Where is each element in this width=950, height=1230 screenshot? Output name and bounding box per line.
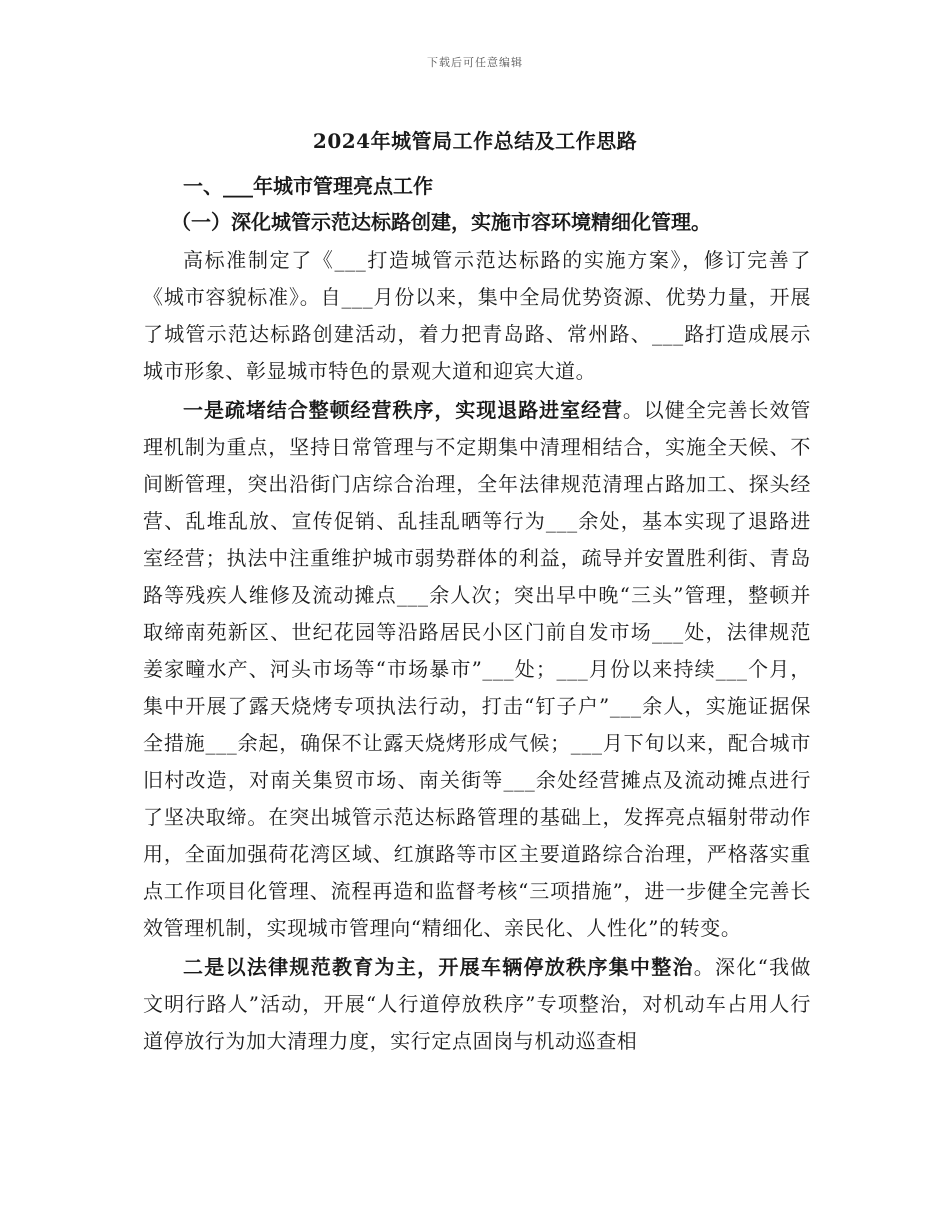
point-one-body: 。以健全完善长效管理机制为重点，坚持日常管理与不定期集中清理相结合，实施全天候、不间断管理，突出沿街门店综合治理，全年法律规范清理占路加工、探头经营、乱堆乱放、宣传促销、乱挂乱晒等行为___余处，基本实现了退路进室经营；执法中注重维护城市弱势群体的利益，疏导并安置胜利街、青岛路等残疾人维修及流动摊点___余人次；突出早中晚“三头”管理，整顿并取缔南苑新区、世纪花园等沿路居民小区门前自发市场___处，法律规范姜家疃水产、河头市场等“市场暴市”___处；___月份以来持续___个月，集中开展了露天烧烤专项执法行动，打击“钉子户”___余人，实施证据保全措施___余起，确保不让露天烧烤形成气候；___月下旬以来，配合城市旧村改造，对南关集贸市场、南关街等___余处经营摊点及流动摊点进行了坚决取缔。在突出城管示范达标路管理的基础上，发挥亮点辐射带动作用，全面加强荷花湾区域、红旗路等市区主要道路综合治理，严格落实重点工作项目化管理、流程再造和监督考核“三项措施”，进一步健全完善长效管理机制，实现城市管理向“精细化、亲民化、人性化”的转变。	[143, 398, 811, 940]
point-two-lead: 二是以法律规范教育为主，开展车辆停放秩序集中整治	[183, 955, 694, 979]
paragraph-point-two	[143, 949, 811, 1060]
section-heading: 一、___年城市管理亮点工作	[183, 174, 433, 198]
paragraph-point-one	[143, 392, 811, 947]
paragraph-intro: 高标准制定了《___打造城管示范达标路的实施方案》，修订完善了《城市容貌标准》。自___月份以来，集中全局优势资源、优势力量，开展了城管示范达标路创建活动，着力把青岛路、常州路、___路打造成展示城市形象、彰显城市特色的景观大道和迎宾大道。	[143, 248, 811, 383]
point-one-lead: 一是疏堵结合整顿经营秩序，实现退路进室经营	[183, 398, 623, 422]
point-two-body: 。深化“我做文明行路人”活动，开展“人行道停放秩序”专项整治，对机动车占用人行道停放行为加大清理力度，实行定点固岗与机动巡查相	[143, 955, 811, 1053]
subsection-heading: （一）深化城管示范达标路创建，实施市容环境精细化管理。	[171, 210, 711, 234]
document-body	[143, 168, 811, 1060]
document-title: 2024年城管局工作总结及工作思路	[312, 129, 638, 153]
header-note: 下载后可任意编辑	[427, 56, 523, 69]
